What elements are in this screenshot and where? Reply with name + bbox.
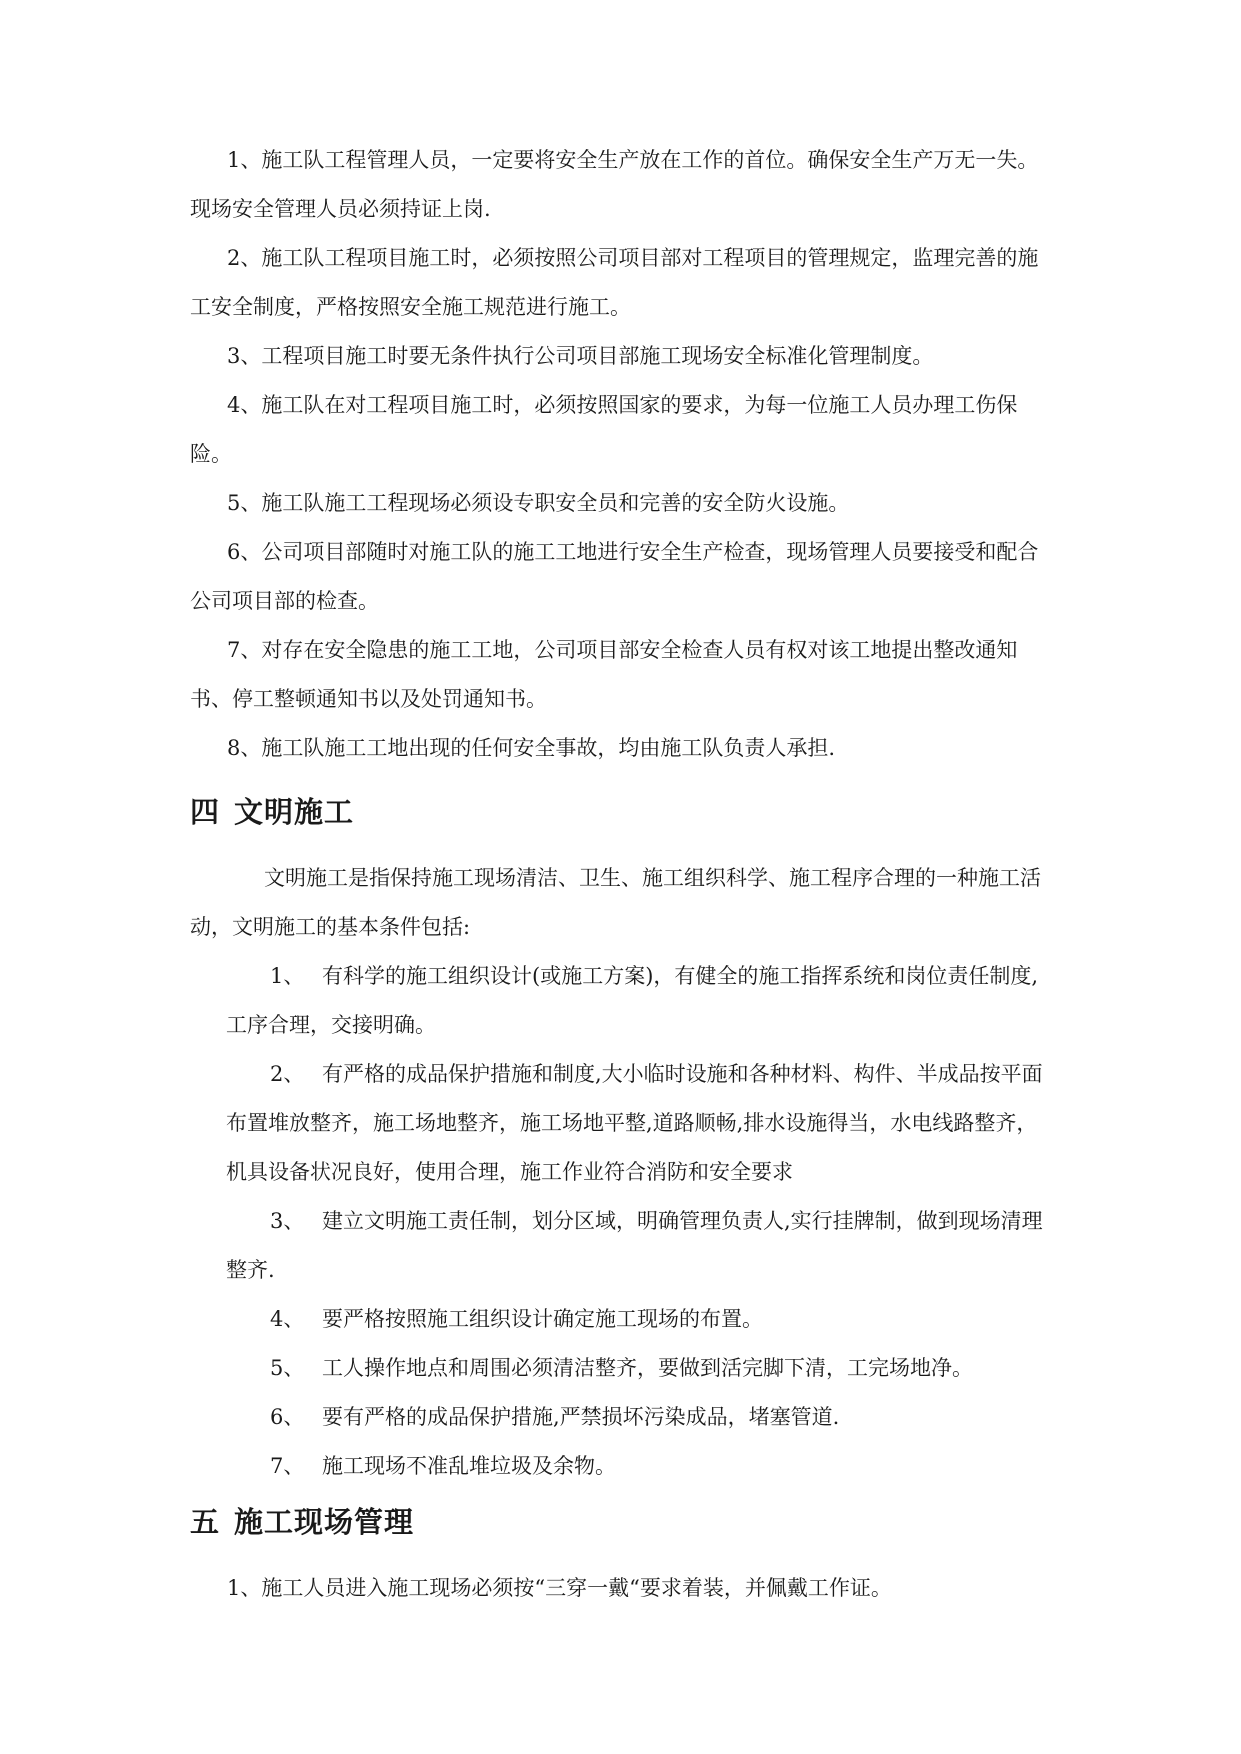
item-number: 4、 [227,393,262,417]
item-number: 3、 [270,1209,305,1233]
item-number: 3、 [227,344,262,368]
item-number: 2、 [270,1062,305,1086]
paragraph-item-2 [190,234,1058,332]
paragraph-item-s5-1 [190,1564,1058,1613]
item-text: 施工队在对工程项目施工时，必须按照国家的要求，为每一位施工人员办理工伤保险。 [190,393,1018,466]
paragraph-item-8 [190,724,1058,773]
paragraph-item-3 [190,332,1058,381]
list-item-3 [226,1197,1058,1295]
item-text: 有科学的施工组织设计(或施工方案)，有健全的施工指挥系统和岗位责任制度,工序合理，交接明确。 [226,964,1039,1037]
list-item-1 [226,952,1058,1050]
list-item-5 [226,1344,1058,1393]
section-heading-4 [190,792,354,832]
item-number: 7、 [270,1454,305,1478]
item-text: 工程项目施工时要无条件执行公司项目部施工现场安全标准化管理制度。 [261,344,934,368]
paragraph-item-1 [190,136,1058,234]
paragraph-item-5 [190,479,1058,528]
item-number: 5、 [227,491,262,515]
item-text: 要严格按照施工组织设计确定施工现场的布置。 [322,1307,763,1331]
section-number: 五 [190,1505,221,1539]
section-title: 文明施工 [234,795,355,829]
section-title: 施工现场管理 [234,1505,415,1539]
list-item-7 [226,1442,1058,1491]
item-text: 有严格的成品保护措施和制度,大小临时设施和各种材料、构件、半成品按平面布置堆放整齐，施工场地整齐，施工场地平整,道路顺畅,排水设施得当，水电线路整齐，机具设备状况良好，使用合理，施工作业符合消防和安全要求 [226,1062,1043,1184]
item-text: 施工人员进入施工现场必须按“三穿一戴“要求着装，并佩戴工作证。 [261,1576,892,1600]
item-text: 对存在安全隐患的施工工地，公司项目部安全检查人员有权对该工地提出整改通知书、停工整顿通知书以及处罚通知书。 [190,638,1018,711]
item-number: 1、 [227,1576,262,1600]
item-text: 施工队施工工地出现的任何安全事故，均由施工队负责人承担. [261,736,836,760]
item-text: 工人操作地点和周围必须清洁整齐，要做到活完脚下清，工完场地净。 [322,1356,973,1380]
section-intro: 文明施工是指保持施工现场清洁、卫生、施工组织科学、施工程序合理的一种施工活动，文明施工的基本条件包括: [190,866,1041,939]
item-number: 2、 [227,246,262,270]
item-number: 1、 [270,964,305,988]
paragraph-item-4 [190,381,1058,479]
item-text: 施工队工程项目施工时，必须按照公司项目部对工程项目的管理规定，监理完善的施工安全制度，严格按照安全施工规范进行施工。 [190,246,1039,319]
item-number: 4、 [270,1307,305,1331]
item-text: 建立文明施工责任制，划分区域，明确管理负责人,实行挂牌制，做到现场清理整齐. [226,1209,1043,1282]
item-number: 6、 [227,540,262,564]
list-item-2 [226,1050,1058,1197]
item-text: 施工队施工工程现场必须设专职安全员和完善的安全防火设施。 [261,491,850,515]
list-item-4 [226,1295,1058,1344]
item-number: 7、 [227,638,262,662]
paragraph-item-7 [190,626,1058,724]
paragraph-item-6 [190,528,1058,626]
item-number: 8、 [227,736,262,760]
item-text: 公司项目部随时对施工队的施工工地进行安全生产检查，现场管理人员要接受和配合公司项目部的检查。 [190,540,1039,613]
item-text: 施工现场不准乱堆垃圾及余物。 [322,1454,616,1478]
item-number: 1、 [227,148,262,172]
item-text: 施工队工程管理人员，一定要将安全生产放在工作的首位。确保安全生产万无一失。现场安全管理人员必须持证上岗. [190,148,1039,221]
item-text: 要有严格的成品保护措施,严禁损坏污染成品，堵塞管道. [322,1405,840,1429]
list-item-6 [226,1393,1058,1442]
item-number: 5、 [270,1356,305,1380]
item-number: 6、 [270,1405,305,1429]
section-heading-5 [190,1502,414,1542]
section-number: 四 [190,795,221,829]
